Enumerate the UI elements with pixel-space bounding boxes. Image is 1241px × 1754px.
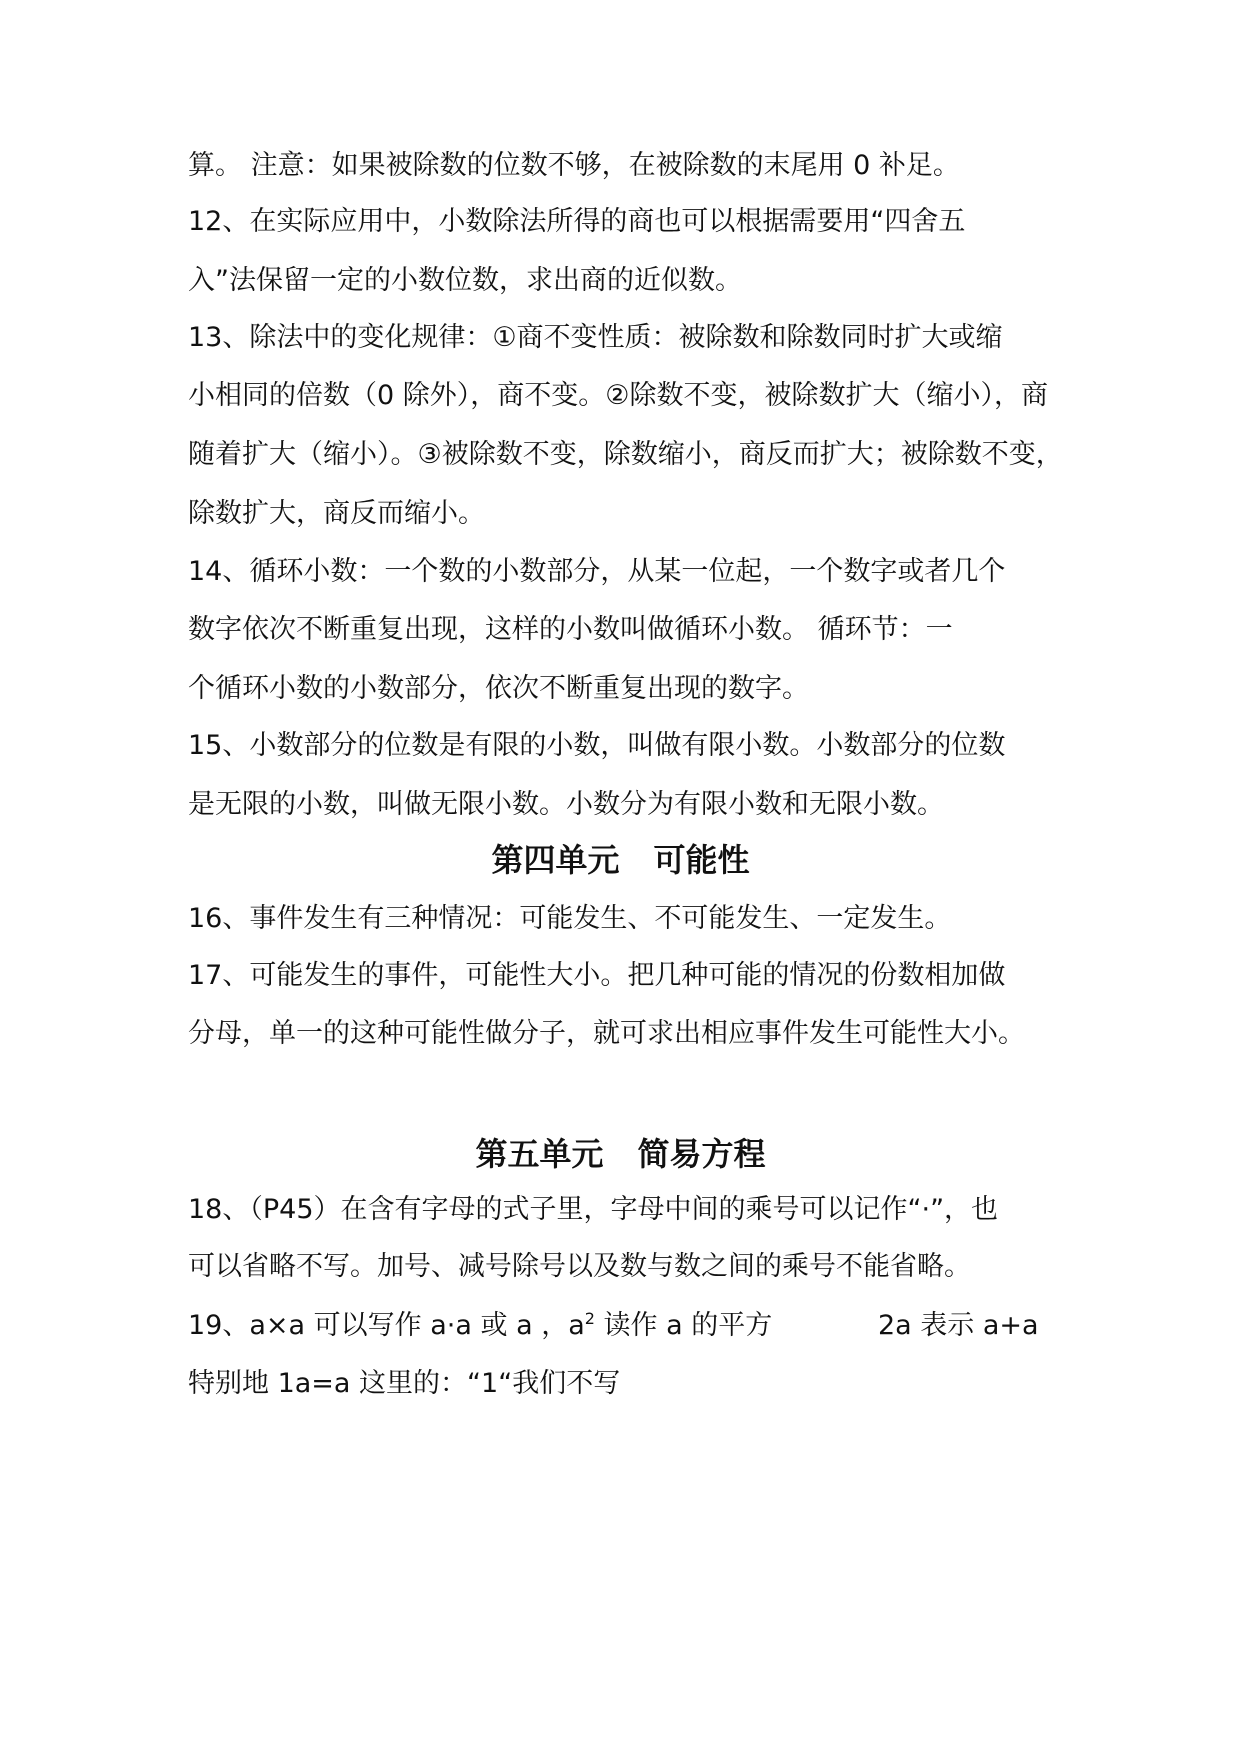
text-line-1: 算。 注意：如果被除数的位数不够，在被除数的末尾用 0 补足。 [188,150,960,181]
section-heading-unit-4 [0,838,1241,882]
text-line-16: 16、事件发生有三种情况：可能发生、不可能发生、一定发生。 [188,903,952,934]
heading-unit-title: 简易方程 [637,1135,766,1173]
text-line-9: 数字依次不断重复出现，这样的小数叫做循环小数。 循环节：一 [188,614,953,645]
text-line-17: 17、可能发生的事件，可能性大小。把几种可能的情况的份数相加做 [188,960,1006,991]
line19-part3: 2a 表示 a+a [878,1310,1039,1341]
text-line-20: 特别地 1a=a 这里的：“1“我们不写 [188,1368,621,1399]
text-line-18: 18、（P45）在含有字母的式子里，字母中间的乘号可以记作“·”，也 [188,1194,999,1225]
text-line-5: 小相同的倍数（0 除外），商不变。②除数不变，被除数扩大（缩小），商 [188,380,1048,411]
heading-unit-title: 可能性 [653,841,750,879]
text-line-17b: 分母，单一的这种可能性做分子，就可求出相应事件发生可能性大小。 [188,1018,1025,1049]
text-line-8: 14、循环小数：一个数的小数部分，从某一位起，一个数字或者几个 [188,556,1006,587]
text-line-19 [188,1306,1068,1346]
text-line-2: 12、在实际应用中，小数除法所得的商也可以根据需要用“四舍五 [188,206,966,237]
section-heading-unit-5 [0,1132,1241,1176]
text-line-18b: 可以省略不写。加号、减号除号以及数与数之间的乘号不能省略。 [188,1251,971,1282]
text-line-12: 是无限的小数，叫做无限小数。小数分为有限小数和无限小数。 [188,789,944,820]
superscript-2: 2 [584,1309,595,1328]
heading-unit-label: 第五单元 [475,1135,604,1173]
text-line-11: 15、小数部分的位数是有限的小数，叫做有限小数。小数部分的位数 [188,730,1006,761]
text-line-3: 入”法保留一定的小数位数，求出商的近似数。 [188,265,742,296]
text-line-7: 除数扩大，商反而缩小。 [188,498,485,529]
text-line-4: 13、除法中的变化规律：①商不变性质：被除数和除数同时扩大或缩 [188,322,1003,353]
line19-part1: 19、a×a 可以写作 a·a 或 a ，a [188,1310,585,1341]
text-line-10: 个循环小数的小数部分，依次不断重复出现的数字。 [188,673,809,704]
heading-unit-label: 第四单元 [491,841,620,879]
line19-part2: 读作 a 的平方 [594,1310,773,1341]
text-line-6: 随着扩大（缩小）。③被除数不变，除数缩小，商反而扩大；被除数不变， [188,439,1063,470]
